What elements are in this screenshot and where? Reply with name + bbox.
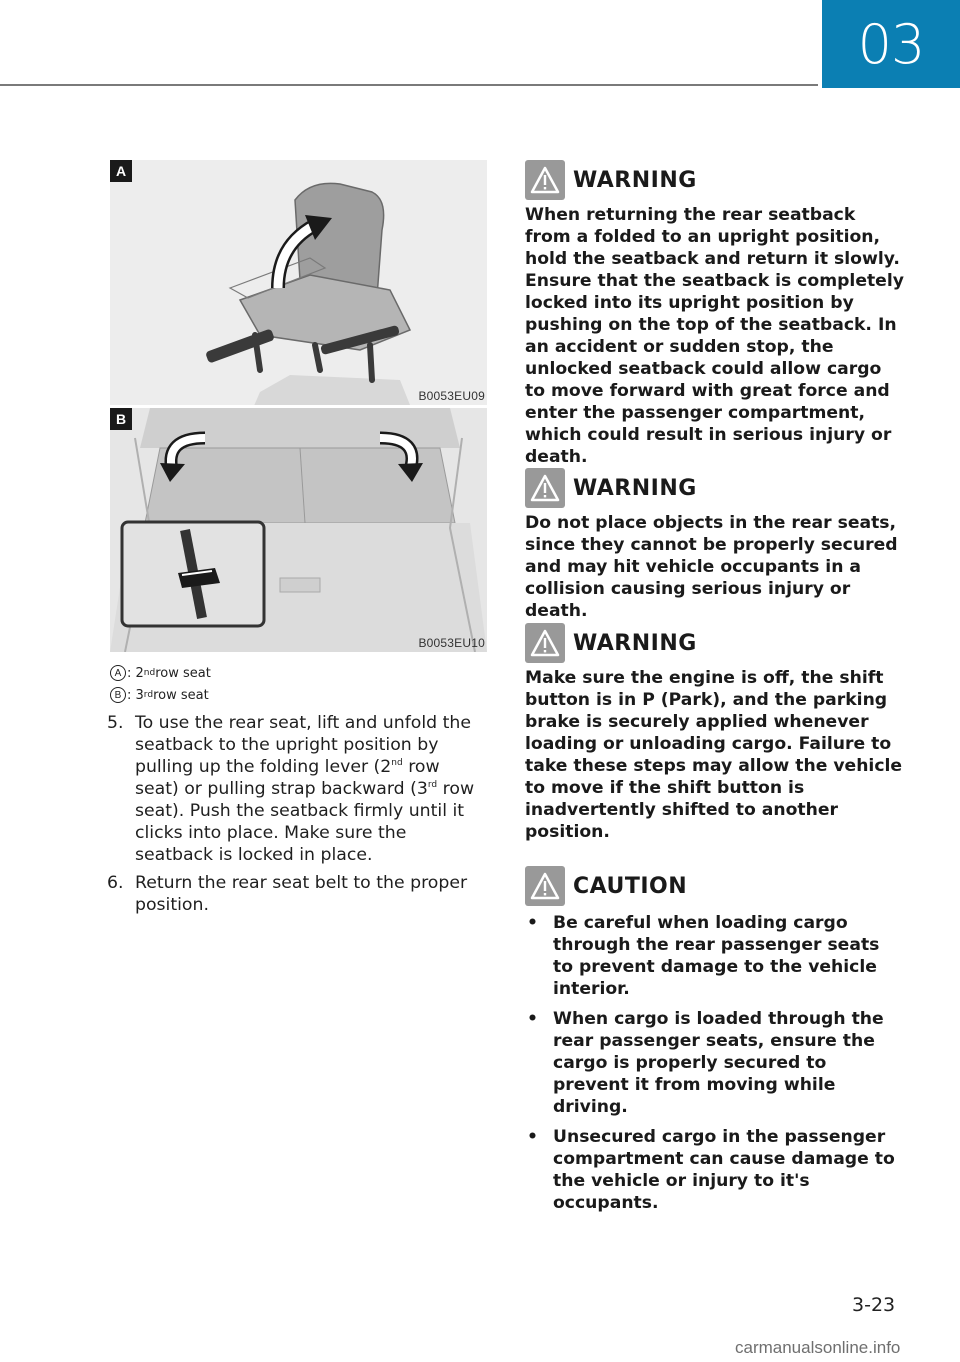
caution-item: • Unsecured cargo in the passenger compartment can cause damage to the vehicle or injury to it's occupants. [527, 1127, 895, 1213]
caution-item: • When cargo is loaded through the rear passenger seats, ensure the cargo is properly secured to prevent it from moving while driving. [527, 1009, 884, 1117]
warning-triangle-icon [525, 623, 565, 663]
legend-item-a: A : 2 nd row seat [110, 662, 211, 684]
legend-item-b: B : 3 rd row seat [110, 684, 211, 706]
bullet-icon: • [527, 1009, 538, 1029]
warning-text: Make sure the engine is off, the shift button is in P (Park), and the parking brake is securely applied whenever loading or unloading cargo. Failure to take these steps may allow the vehicle to move if the shift button is inadvertently shifted to another position. [525, 668, 903, 842]
figure-code-a: B0053EU09 [418, 389, 485, 403]
warning-box-2 [525, 466, 905, 622]
figure-letter-a: A [110, 160, 132, 182]
figure-b [110, 408, 487, 652]
step-number: 6. [107, 873, 124, 893]
step-number: 5. [107, 713, 124, 733]
watermark[interactable]: carmanualsonline.info [735, 1338, 901, 1357]
figure-legend [110, 662, 211, 706]
step-text: Return the rear seat belt to the proper position. [135, 873, 468, 915]
warning-triangle-icon [525, 160, 565, 200]
figure-code-b: B0053EU10 [418, 636, 485, 650]
circled-letter-a: A [110, 665, 126, 681]
warning-box-1 [525, 158, 905, 468]
warning-text: Do not place objects in the rear seats, since they cannot be properly secured and may hit vehicle occupants in a collision causing serious injury or death. [525, 513, 898, 621]
step-5 [107, 712, 485, 866]
caution-box [525, 864, 905, 1222]
chapter-number: 03 [857, 12, 925, 76]
warning-box-3 [525, 621, 905, 843]
circled-letter-b: B [110, 687, 126, 703]
bullet-icon: • [527, 1127, 538, 1147]
header-rule [0, 84, 818, 86]
second-row-seat-illustration [110, 160, 487, 405]
page-number: 3-23 [852, 1294, 896, 1316]
instruction-steps [107, 712, 485, 922]
step-6 [107, 872, 485, 916]
caution-list [525, 912, 905, 1214]
warning-title: WARNING [573, 630, 697, 656]
warning-triangle-icon [525, 468, 565, 508]
third-row-seat-illustration [110, 408, 487, 652]
caution-item: • Be careful when loading cargo through the rear passenger seats to prevent damage to the vehicle interior. [527, 913, 880, 999]
step-text: To use the rear seat, lift and unfold the seatback to the upright position by pulling up the folding lever (2nd row seat) or pulling strap backward (3rd row seat). Push the seatback firmly until it clicks into place. Make sure the seatback is locked in place. [135, 713, 475, 865]
caution-triangle-icon [525, 866, 565, 906]
bullet-icon: • [527, 913, 538, 933]
warning-text: When returning the rear seatback from a folded to an upright position, hold the seatback and return it slowly. Ensure that the seatback is completely locked into its upright position by pushing on the top of the seatback. In an accident or sudden stop, the unlocked seatback could allow cargo to move forward with great force and enter the passenger compartment, which could result in serious injury or death. [525, 205, 904, 467]
figure-a [110, 160, 487, 405]
warning-title: WARNING [573, 167, 697, 193]
chapter-tab [822, 0, 960, 88]
caution-title: CAUTION [573, 873, 688, 899]
figure-letter-b: B [110, 408, 132, 430]
warning-title: WARNING [573, 475, 697, 501]
